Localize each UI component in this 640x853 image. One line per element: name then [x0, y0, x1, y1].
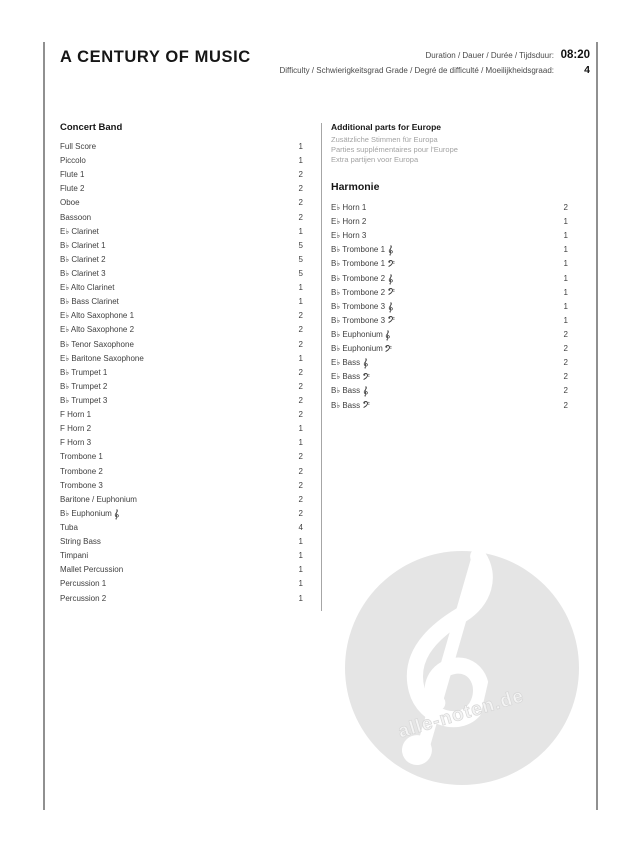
part-quantity: 1: [298, 156, 303, 166]
part-name: [331, 286, 395, 300]
part-name: [331, 257, 395, 271]
part-name-text: B♭ Euphonium: [60, 508, 112, 518]
treble-clef-icon: [363, 358, 368, 369]
part-name-text: E♭ Alto Saxophone 1: [60, 311, 135, 321]
part-row: [60, 309, 303, 323]
part-quantity: 2: [563, 358, 568, 368]
part-name-text: Timpani: [60, 551, 89, 561]
part-name: [60, 295, 119, 309]
part-name: [60, 154, 86, 168]
part-name-text: B♭ Trombone 3: [331, 315, 386, 325]
part-row: [60, 140, 303, 154]
part-name-text: Tuba: [60, 522, 78, 532]
column-divider: [321, 123, 322, 611]
translation-line: Parties supplémentaires pour l'Europe: [331, 145, 458, 154]
part-quantity: 1: [298, 297, 303, 307]
part-quantity: 1: [563, 287, 568, 297]
part-row: [331, 257, 568, 271]
bass-clef-icon: [363, 373, 370, 380]
difficulty-value: 4: [584, 64, 590, 76]
duration-row: [280, 49, 591, 61]
treble-clef-icon: [363, 386, 368, 397]
translations: [331, 135, 568, 165]
translation-line: Zusätzliche Stimmen für Europa: [331, 135, 438, 144]
part-quantity: 1: [298, 353, 303, 363]
part-name-text: Trombone 2: [60, 466, 103, 476]
part-name-text: B♭ Trombone 1: [331, 259, 386, 269]
part-row: [60, 408, 303, 422]
part-name: [331, 384, 368, 398]
part-row: [60, 592, 303, 606]
harmonie-heading: Harmonie: [331, 181, 380, 193]
part-quantity: 1: [563, 245, 568, 255]
part-quantity: 1: [563, 315, 568, 325]
part-name-text: Full Score: [60, 142, 97, 151]
part-row: [331, 342, 568, 356]
part-name-text: Flute 1: [60, 170, 85, 180]
part-row: [60, 323, 303, 337]
part-row: [331, 243, 568, 257]
part-name: [60, 225, 99, 239]
part-name-text: B♭ Trombone 2: [331, 273, 386, 283]
part-name-text: B♭ Trumpet 1: [60, 367, 108, 377]
part-name: [60, 380, 107, 394]
part-quantity: 1: [298, 593, 303, 603]
part-quantity: 1: [298, 565, 303, 575]
part-name-text: Flute 2: [60, 184, 85, 194]
part-row: [331, 399, 568, 413]
part-name: [60, 253, 106, 267]
part-name-text: F Horn 3: [60, 438, 92, 448]
part-quantity: 2: [563, 386, 568, 396]
part-row: [60, 253, 303, 267]
part-name-text: E♭ Alto Saxophone 2: [60, 325, 135, 335]
bass-clef-icon: [363, 401, 370, 408]
treble-clef-icon: [388, 274, 393, 285]
part-quantity: 1: [563, 259, 568, 269]
part-name-text: F Horn 1: [60, 410, 92, 420]
part-row: [331, 229, 568, 243]
part-name-text: B♭ Clarinet 2: [60, 254, 106, 264]
part-name: [331, 356, 368, 370]
part-row: [60, 422, 303, 436]
part-row: [331, 215, 568, 229]
part-name: [60, 338, 134, 352]
part-name-text: Percussion 2: [60, 593, 107, 603]
part-name-text: B♭ Bass Clarinet: [60, 297, 119, 307]
part-quantity: 1: [563, 273, 568, 283]
part-quantity: 1: [563, 231, 568, 241]
part-name-text: Percussion 1: [60, 579, 107, 589]
part-name-text: B♭ Clarinet 1: [60, 240, 106, 250]
part-quantity: 4: [298, 522, 303, 532]
part-quantity: 2: [298, 311, 303, 321]
part-quantity: 2: [298, 508, 303, 518]
part-name-text: Trombone 3: [60, 480, 103, 490]
part-quantity: 5: [298, 240, 303, 250]
part-name-text: B♭ Euphonium: [331, 329, 383, 339]
part-name-text: E♭ Horn 2: [331, 217, 367, 227]
part-row: [60, 239, 303, 253]
concert-band-section: [60, 122, 303, 606]
part-name-text: F Horn 2: [60, 424, 92, 434]
part-name: [60, 352, 144, 366]
part-row: [60, 182, 303, 196]
part-quantity: 1: [298, 537, 303, 547]
part-name-text: Bassoon: [60, 212, 92, 222]
concert-band-list: [60, 140, 303, 606]
part-row: [331, 328, 568, 342]
part-name: [60, 239, 106, 253]
part-row: [331, 356, 568, 370]
part-quantity: 1: [563, 217, 568, 227]
part-name: [60, 493, 137, 507]
part-name: [331, 201, 366, 215]
part-name: [60, 592, 106, 606]
part-name: [60, 422, 91, 436]
part-row: [60, 394, 303, 408]
part-row: [60, 338, 303, 352]
part-quantity: 2: [298, 339, 303, 349]
part-name: [60, 140, 96, 154]
part-name-text: B♭ Bass: [331, 386, 361, 396]
part-name: [60, 281, 114, 295]
part-row: [331, 300, 568, 314]
part-name: [60, 366, 107, 380]
part-quantity: 5: [298, 268, 303, 278]
part-name: [60, 267, 106, 281]
part-row: [331, 370, 568, 384]
header-meta: [280, 49, 591, 79]
part-name: [331, 328, 390, 342]
part-quantity: 1: [563, 301, 568, 311]
part-row: [331, 286, 568, 300]
page-border-left: [43, 42, 45, 810]
part-row: [60, 450, 303, 464]
bass-clef-icon: [388, 260, 395, 267]
part-name-text: E♭ Bass: [331, 372, 361, 382]
part-row: [60, 352, 303, 366]
part-name: [331, 215, 366, 229]
part-name: [60, 563, 123, 577]
part-row: [60, 493, 303, 507]
bass-clef-icon: [388, 316, 395, 323]
part-row: [60, 521, 303, 535]
part-quantity: 2: [298, 325, 303, 335]
part-quantity: 2: [563, 400, 568, 410]
part-name: [60, 211, 91, 225]
part-name: [60, 436, 91, 450]
part-name: [60, 450, 103, 464]
part-row: [60, 154, 303, 168]
part-name: [60, 394, 107, 408]
part-row: [60, 436, 303, 450]
part-name-text: Trombone 1: [60, 452, 103, 462]
duration-value: 08:20: [560, 49, 590, 61]
part-name-text: String Bass: [60, 537, 101, 547]
part-quantity: 2: [298, 170, 303, 180]
part-name-text: B♭ Trombone 3: [331, 301, 386, 311]
part-name-text: B♭ Tenor Saxophone: [60, 339, 134, 349]
part-name-text: Oboe: [60, 198, 80, 208]
part-name: [331, 229, 366, 243]
part-name-text: B♭ Trumpet 3: [60, 395, 108, 405]
part-row: [60, 577, 303, 591]
part-name: [60, 479, 103, 493]
part-quantity: 1: [298, 226, 303, 236]
part-name-text: B♭ Trumpet 2: [60, 381, 108, 391]
part-quantity: 2: [298, 466, 303, 476]
part-name: [60, 521, 78, 535]
treble-clef-icon: [385, 330, 390, 341]
additional-parts-heading: Additional parts for Europe: [331, 122, 442, 132]
part-row: [60, 465, 303, 479]
part-name-text: E♭ Horn 1: [331, 203, 367, 212]
part-quantity: 2: [298, 480, 303, 490]
part-name: [331, 399, 370, 413]
treble-clef-icon: [114, 509, 119, 520]
part-name-text: Mallet Percussion: [60, 565, 124, 575]
part-quantity: 2: [298, 212, 303, 222]
part-name: [331, 243, 393, 257]
concert-band-heading: Concert Band: [60, 122, 123, 133]
part-row: [60, 479, 303, 493]
difficulty-row: [280, 64, 591, 76]
part-name-text: E♭ Horn 3: [331, 231, 367, 241]
part-row: [331, 384, 568, 398]
part-name: [331, 370, 370, 384]
duration-label: Duration / Dauer / Durée / Tijdsduur:: [425, 51, 554, 60]
part-quantity: 1: [298, 283, 303, 293]
part-name: [60, 549, 88, 563]
part-name: [60, 309, 134, 323]
part-name-text: Piccolo: [60, 156, 86, 166]
part-row: [60, 549, 303, 563]
part-quantity: 2: [298, 452, 303, 462]
part-name-text: B♭ Trombone 1: [331, 245, 386, 255]
part-name: [60, 465, 103, 479]
part-name: [60, 577, 106, 591]
page-border-right: [596, 42, 598, 810]
part-quantity: 2: [298, 410, 303, 420]
part-quantity: 2: [563, 203, 568, 212]
part-quantity: 2: [563, 329, 568, 339]
part-name: [60, 182, 84, 196]
page-title: A CENTURY OF MUSIC: [60, 48, 251, 66]
part-quantity: 2: [298, 198, 303, 208]
part-row: [60, 366, 303, 380]
part-quantity: 2: [563, 344, 568, 354]
part-row: [60, 563, 303, 577]
treble-clef-icon: [388, 245, 393, 256]
part-row: [60, 380, 303, 394]
part-quantity: 2: [298, 494, 303, 504]
part-name-text: E♭ Clarinet: [60, 226, 99, 236]
part-row: [331, 314, 568, 328]
part-quantity: 2: [298, 395, 303, 405]
part-quantity: 1: [298, 424, 303, 434]
part-name: [331, 272, 393, 286]
part-row: [60, 225, 303, 239]
part-name-text: B♭ Euphonium: [331, 344, 383, 354]
part-row: [331, 272, 568, 286]
part-name: [331, 314, 395, 328]
part-name-text: E♭ Baritone Saxophone: [60, 353, 144, 363]
part-quantity: 2: [298, 381, 303, 391]
part-row: [60, 295, 303, 309]
part-name-text: B♭ Bass: [331, 400, 361, 410]
part-row: [60, 267, 303, 281]
part-name-text: E♭ Bass: [331, 358, 361, 368]
additional-parts-section: [331, 122, 568, 413]
part-quantity: 2: [563, 372, 568, 382]
part-quantity: 1: [298, 551, 303, 561]
part-name: [60, 168, 84, 182]
part-name: [60, 535, 101, 549]
part-name: [331, 300, 393, 314]
part-name: [60, 507, 119, 521]
part-name-text: E♭ Alto Clarinet: [60, 283, 115, 293]
bass-clef-icon: [385, 345, 392, 352]
part-row: [331, 201, 568, 215]
difficulty-label: Difficulty / Schwierigkeitsgrad Grade / Degré de difficulté / Moeilijkheidsgraad:: [279, 66, 554, 75]
part-quantity: 1: [298, 142, 303, 151]
part-quantity: 2: [298, 184, 303, 194]
part-quantity: 5: [298, 254, 303, 264]
part-quantity: 1: [298, 438, 303, 448]
part-name-text: B♭ Trombone 2: [331, 287, 386, 297]
part-row: [60, 211, 303, 225]
part-row: [60, 168, 303, 182]
part-name: [60, 408, 91, 422]
part-row: [60, 196, 303, 210]
translation-line: Extra partijen voor Europa: [331, 155, 419, 164]
part-name: [60, 323, 134, 337]
part-name: [331, 342, 392, 356]
part-row: [60, 507, 303, 521]
part-quantity: 2: [298, 367, 303, 377]
watermark-text: alle-noten.de: [395, 685, 527, 743]
treble-clef-icon: [388, 302, 393, 313]
part-name: [60, 196, 80, 210]
part-name-text: Baritone / Euphonium: [60, 494, 137, 504]
harmonie-list: [331, 201, 568, 413]
part-row: [60, 281, 303, 295]
part-quantity: 1: [298, 579, 303, 589]
bass-clef-icon: [388, 288, 395, 295]
part-name-text: B♭ Clarinet 3: [60, 268, 106, 278]
part-row: [60, 535, 303, 549]
